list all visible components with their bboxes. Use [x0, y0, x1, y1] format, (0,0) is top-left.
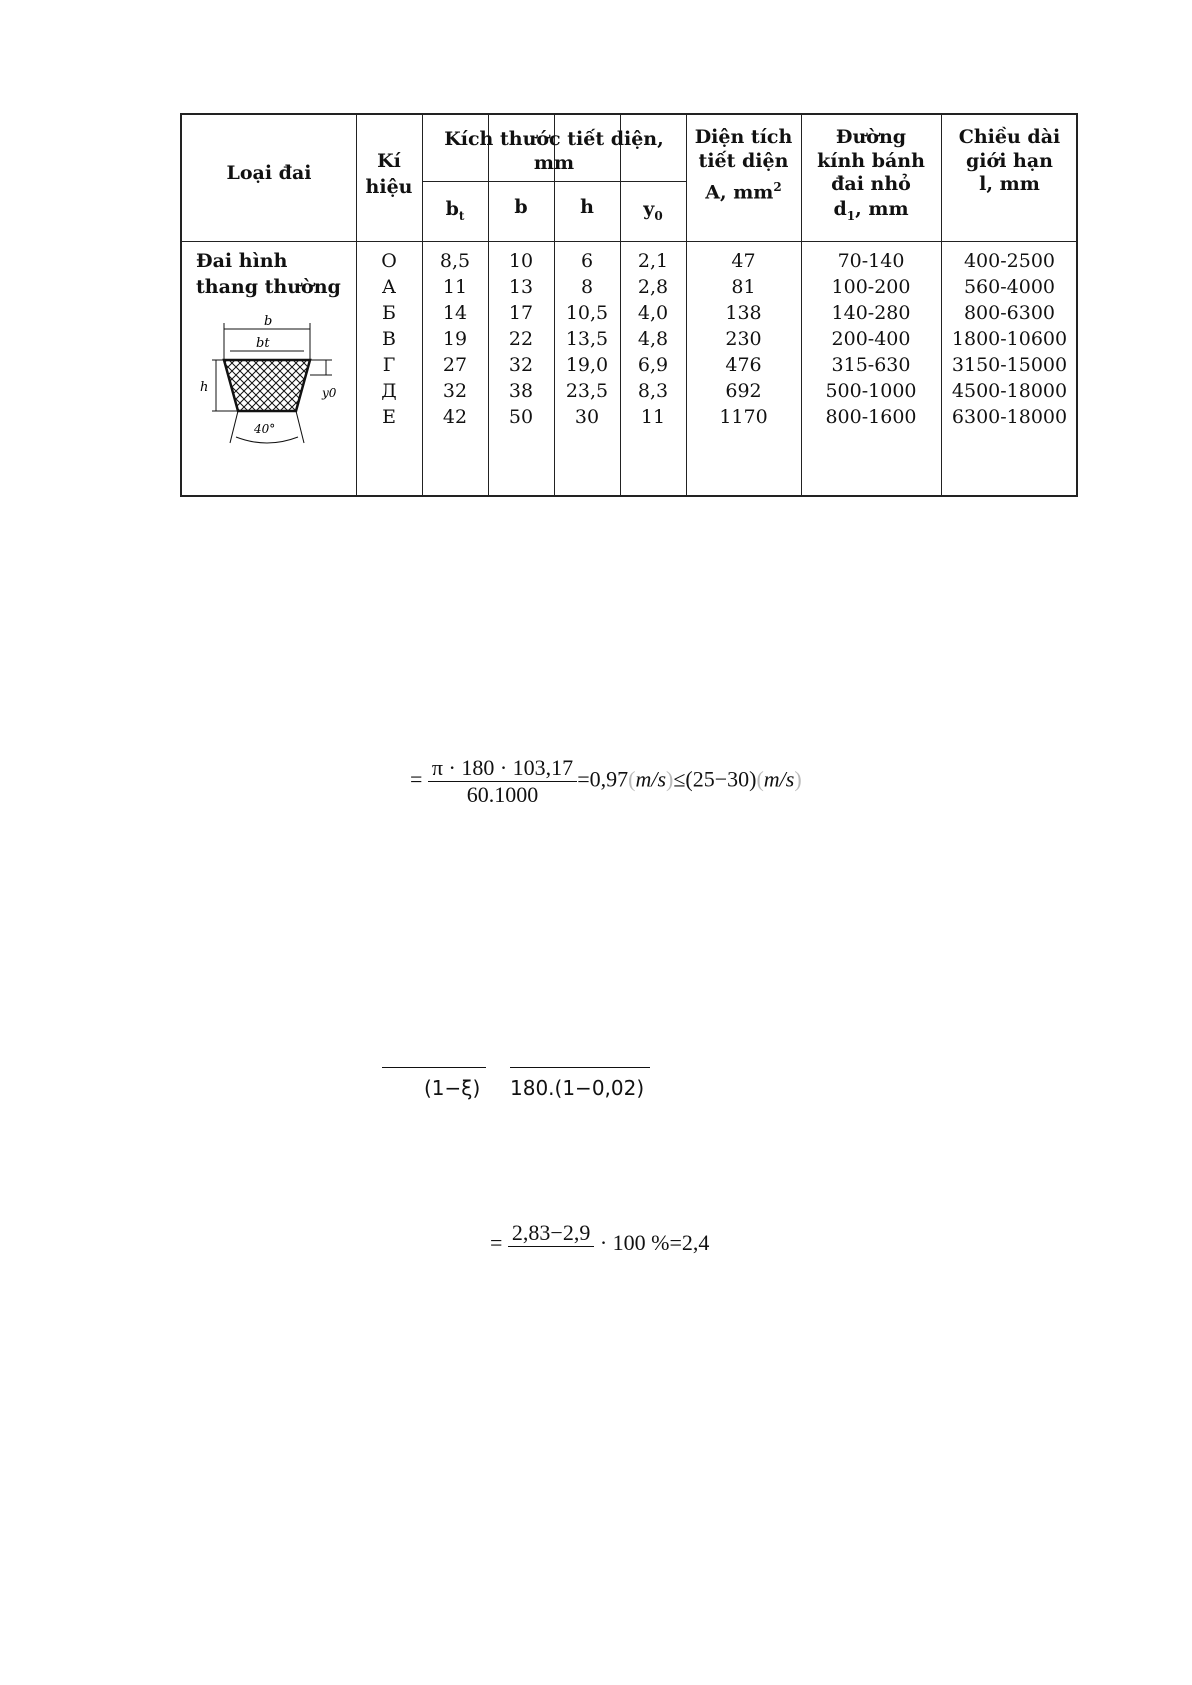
- col-b: [488, 248, 554, 430]
- v-belt-section-figure: [192, 315, 342, 465]
- formula2-bar-1: [382, 1067, 486, 1068]
- formula1-result: =0,97: [577, 766, 629, 792]
- cell-length: 3150-15000: [951, 354, 1068, 376]
- cell-length: 4500-18000: [951, 380, 1068, 402]
- formula1-eq: =: [410, 766, 423, 792]
- cell-d1: 800-1600: [825, 406, 917, 428]
- cell-b: 17: [508, 302, 534, 324]
- cell-area: 692: [725, 380, 762, 402]
- formula2-den1: (1−ξ): [424, 1076, 481, 1100]
- header-duong-kinh-2: kính bánh: [817, 150, 925, 172]
- cell-y0: 8,3: [637, 380, 669, 402]
- cell-bt: 42: [442, 406, 468, 428]
- header-ki-hieu-1: Kí: [377, 150, 401, 172]
- col-y0: [620, 248, 686, 430]
- formula3-result: · 100 %=2,4: [599, 1230, 710, 1255]
- cell-b: 32: [508, 354, 534, 376]
- cell-b: 22: [508, 328, 534, 350]
- cell-h: 23,5: [565, 380, 609, 402]
- cell-symbol: Г: [382, 354, 396, 376]
- col-d1: [801, 248, 941, 430]
- header-chieu-dai-1: Chiều dài: [958, 126, 1061, 148]
- cell-length: 800-6300: [963, 302, 1056, 324]
- header-h: h: [580, 196, 594, 218]
- col-symbols: [356, 248, 422, 430]
- header-ki-hieu-2: hiệu: [365, 176, 413, 198]
- formula1-numerator: π · 180 · 103,17: [428, 755, 577, 782]
- formula-velocity: = $\frac{\pi \cdot 180 \cdot 103,17}{60.1000}$ =0,97(m/s)≤(25−30)(m/s): [410, 755, 802, 807]
- cell-h: 8: [580, 276, 594, 298]
- header-duong-kinh-1: Đường: [835, 126, 907, 148]
- cell-length: 560-4000: [963, 276, 1056, 298]
- cell-bt: 19: [442, 328, 468, 350]
- cell-area: 47: [731, 250, 756, 272]
- cell-bt: 14: [442, 302, 468, 324]
- header-line: [182, 241, 1076, 242]
- cell-d1: 140-280: [831, 302, 911, 324]
- cell-b: 10: [508, 250, 534, 272]
- cell-d1: 500-1000: [825, 380, 917, 402]
- fig-label-y0: y0: [322, 386, 337, 400]
- cell-bt: 32: [442, 380, 468, 402]
- col-length: [941, 248, 1078, 430]
- header-kich-thuoc-1: Kích thước tiết diện,: [444, 128, 664, 150]
- header-bt: $b_t$: [445, 198, 465, 223]
- col-bt: [422, 248, 488, 430]
- cell-length: 1800-10600: [951, 328, 1068, 350]
- cell-symbol: Б: [382, 302, 396, 324]
- header-duong-kinh-4: $d_1$, mm: [833, 198, 909, 223]
- belt-table: [180, 113, 1078, 497]
- belt-type-line2: thang thường: [196, 276, 341, 298]
- cell-b: 13: [508, 276, 534, 298]
- fig-label-b: b: [264, 315, 273, 329]
- cell-h: 10,5: [565, 302, 609, 324]
- cell-area: 138: [725, 302, 762, 324]
- formula1-le: ≤: [673, 766, 686, 792]
- formula3-numerator: 2,83−2,9: [508, 1220, 594, 1247]
- formula-error: [490, 1220, 709, 1256]
- cell-d1: 200-400: [831, 328, 911, 350]
- formula1-denominator: 60.1000: [466, 782, 539, 807]
- cell-d1: 100-200: [831, 276, 911, 298]
- formula1-unit2: m/s: [763, 766, 795, 792]
- cell-bt: 27: [442, 354, 468, 376]
- cell-symbol: В: [382, 328, 396, 350]
- subheader-line: [422, 181, 686, 182]
- belt-type-line1: Đai hình: [196, 250, 288, 272]
- cell-b: 38: [508, 380, 534, 402]
- cell-d1: 315-630: [831, 354, 911, 376]
- cell-length: 6300-18000: [951, 406, 1068, 428]
- formula2-bar-2: [510, 1067, 650, 1068]
- formula3-eq: =: [490, 1230, 503, 1255]
- cell-symbol: Д: [381, 380, 397, 402]
- formula1-fraction: [428, 755, 577, 808]
- cell-symbol: О: [381, 250, 397, 272]
- header-chieu-dai-3: l, mm: [979, 173, 1040, 195]
- header-b: b: [514, 196, 528, 218]
- fig-label-angle: 40°: [254, 422, 276, 436]
- cell-y0: 6,9: [637, 354, 669, 376]
- cell-y0: 2,1: [637, 250, 669, 272]
- header-loai-dai: Loại đai: [226, 162, 312, 184]
- header-duong-kinh-3: đai nhỏ: [831, 173, 911, 195]
- header-dien-tich-2: tiết diện: [698, 150, 789, 172]
- header-dien-tich-3: A, $mm^2$: [705, 180, 782, 204]
- cell-h: 13,5: [565, 328, 609, 350]
- cell-h: 19,0: [565, 354, 609, 376]
- formula3-fraction: [508, 1220, 594, 1247]
- cell-symbol: Е: [382, 406, 396, 428]
- cell-symbol: А: [381, 276, 397, 298]
- cell-h: 6: [580, 250, 594, 272]
- cell-length: 400-2500: [963, 250, 1056, 272]
- col-h: [554, 248, 620, 430]
- cell-area: 230: [725, 328, 762, 350]
- fig-label-bt: bt: [256, 336, 270, 351]
- cell-y0: 4,0: [637, 302, 669, 324]
- cell-bt: 11: [442, 276, 468, 298]
- formula1-range: (25−30): [685, 766, 757, 792]
- formula1-unit1: m/s: [635, 766, 666, 792]
- header-y0: $y_0$: [643, 198, 663, 223]
- cell-h: 30: [574, 406, 600, 428]
- formula2-den2: 180.(1−0,02): [510, 1076, 645, 1100]
- cell-y0: 2,8: [637, 276, 669, 298]
- cell-y0: 11: [640, 406, 666, 428]
- cell-area: 81: [731, 276, 756, 298]
- cell-bt: 8,5: [439, 250, 471, 272]
- header-dien-tich-1: Diện tích: [694, 126, 793, 148]
- col-area: [686, 248, 801, 430]
- fig-label-h: h: [200, 380, 209, 395]
- cell-area: 476: [725, 354, 762, 376]
- cell-b: 50: [508, 406, 534, 428]
- header-chieu-dai-2: giới hạn: [966, 150, 1053, 172]
- cell-d1: 70-140: [837, 250, 905, 272]
- cell-y0: 4,8: [637, 328, 669, 350]
- cell-area: 1170: [719, 406, 768, 428]
- header-kich-thuoc-2: mm: [533, 152, 575, 174]
